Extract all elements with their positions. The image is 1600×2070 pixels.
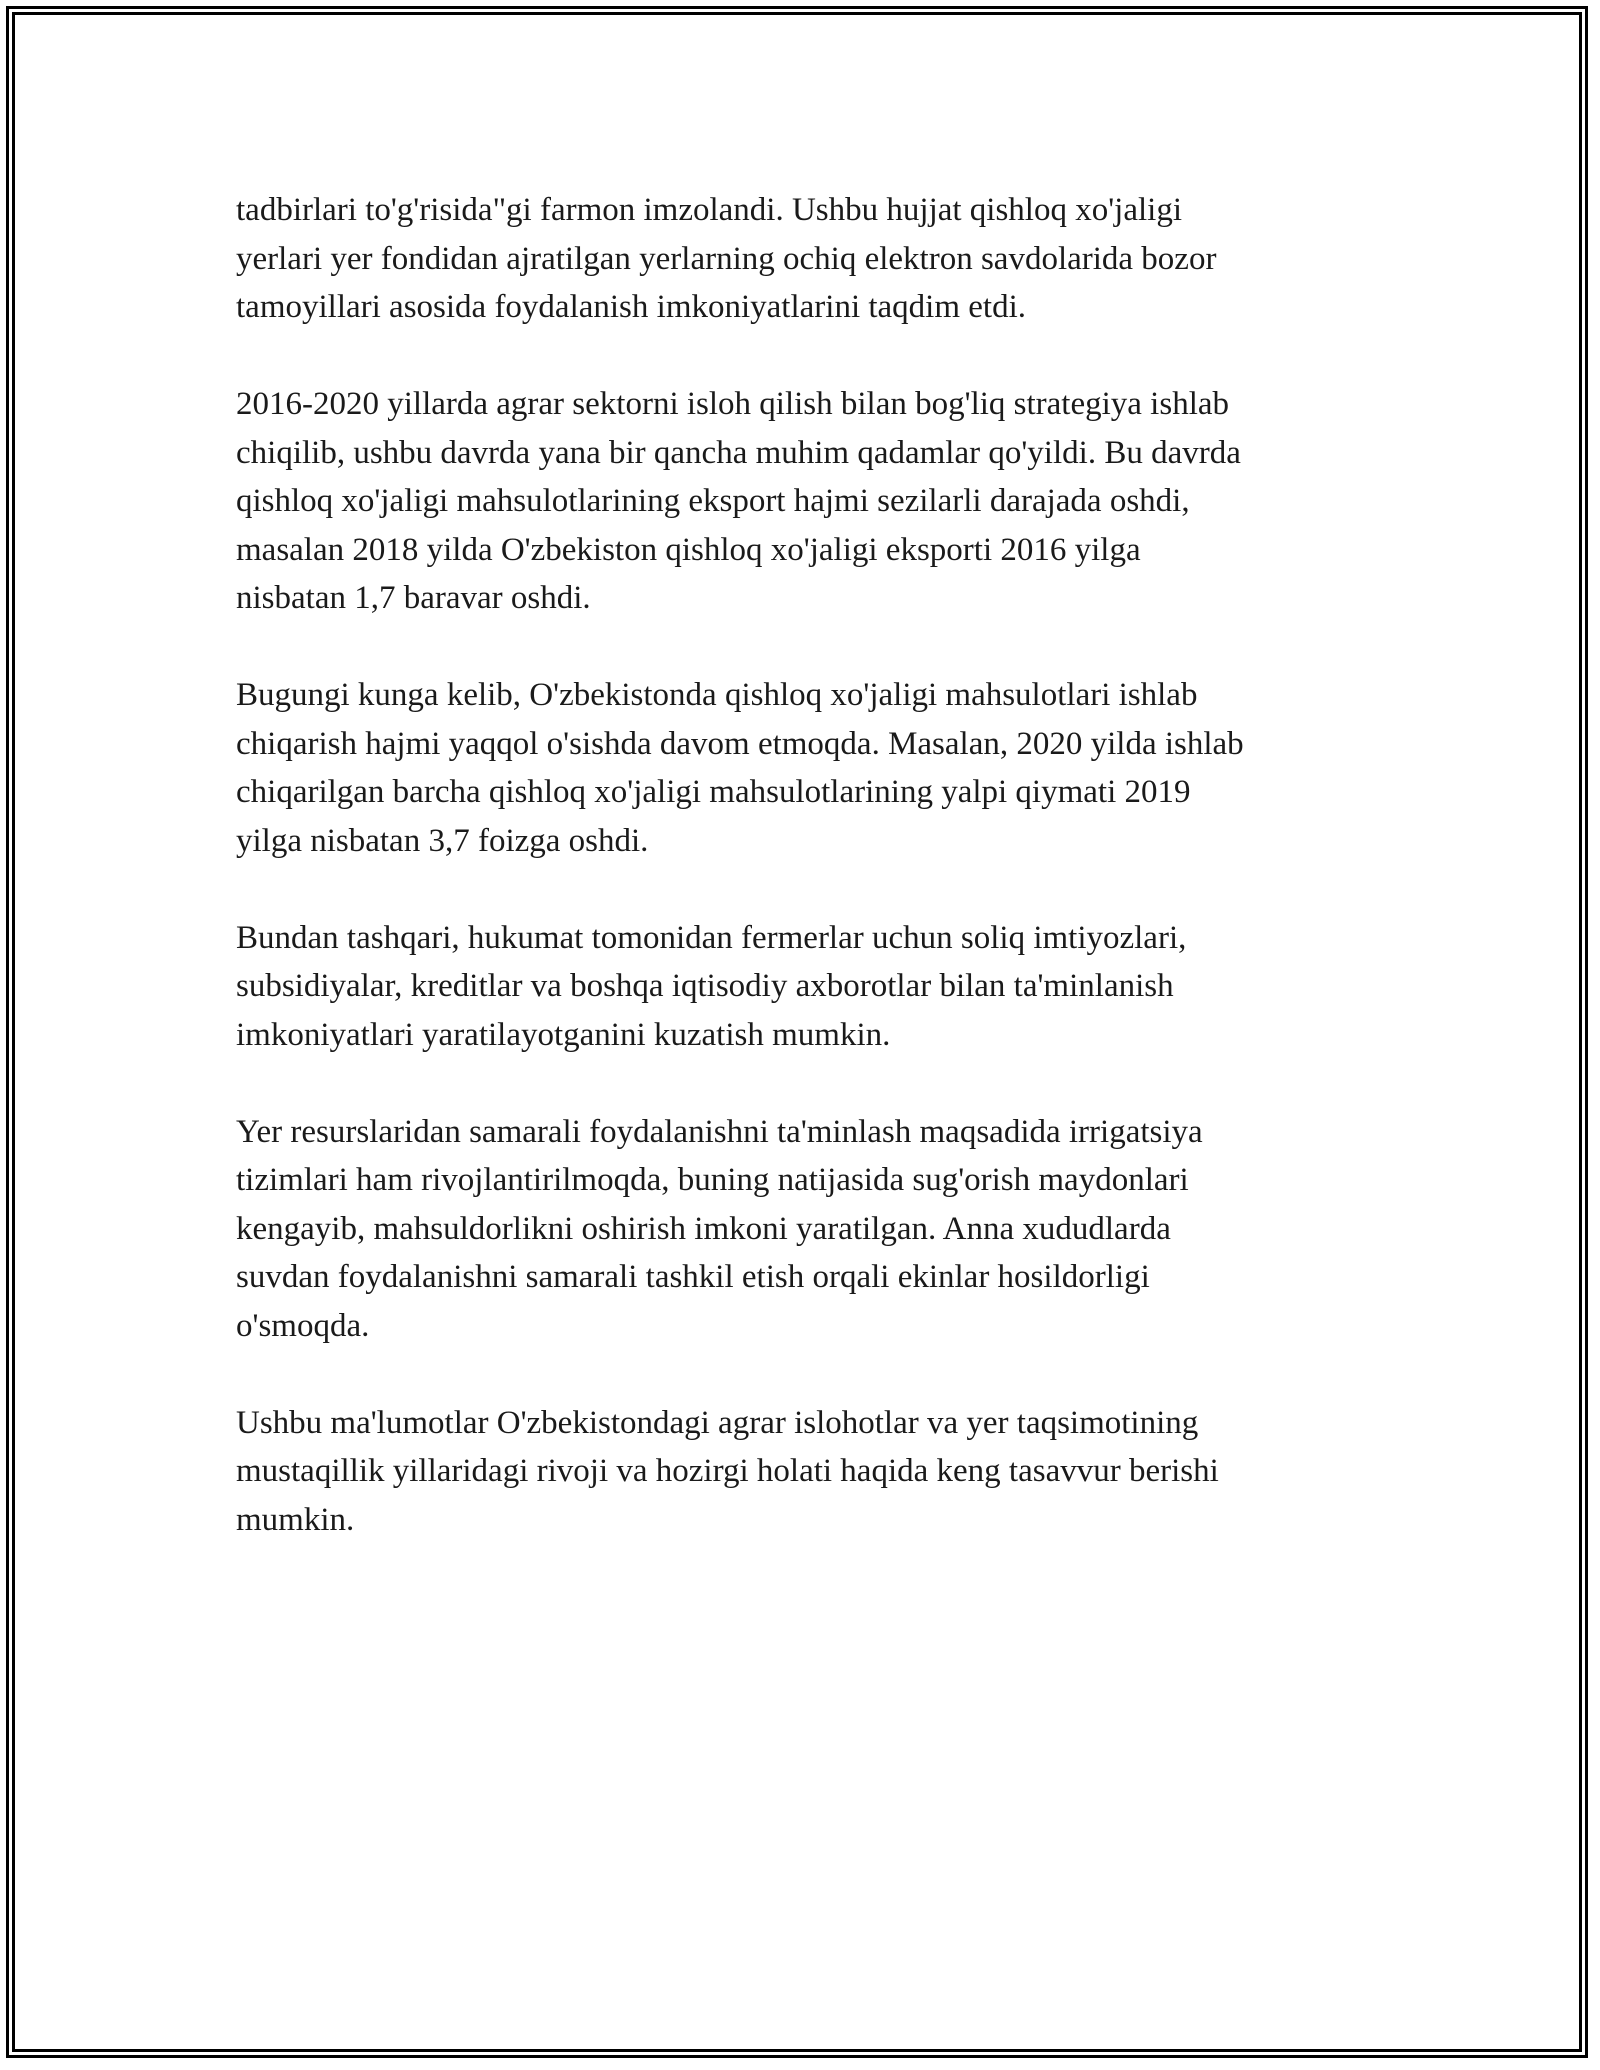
- text-line: Ushbu ma'lumotlar O'zbekistondagi agrar islohotlar va yer taqsimotining: [236, 1404, 1199, 1441]
- paragraph-1: [236, 186, 1376, 332]
- text-line: Bugungi kunga kelib, O'zbekistonda qishloq xo'jaligi mahsulotlari ishlab: [236, 677, 1198, 713]
- text-line: yilga nisbatan 3,7 foizga oshdi.: [236, 822, 649, 859]
- text-line: tizimlari ham rivojlantirilmoqda, buning natijasida sug'orish maydonlari: [236, 1162, 1189, 1198]
- text-line: kengayib, mahsuldorlikni oshirish imkoni yaratilgan. Anna xududlarda: [236, 1210, 1171, 1247]
- text-line: suvdan foydalanishni samarali tashkil etish orqali ekinlar hosildorligi: [236, 1259, 1150, 1295]
- text-line: 2016-2020 yillarda agrar sektorni isloh qilish bilan bog'liq strategiya ishlab: [236, 386, 1230, 422]
- document-body: [236, 186, 1376, 1593]
- text-line: chiqilib, ushbu davrda yana bir qancha muhim qadamlar qo'yildi. Bu davrda: [236, 434, 1241, 471]
- paragraph-4: [236, 914, 1376, 1060]
- text-line: Yer resurslaridan samarali foydalanishni ta'minlash maqsadida irrigatsiya: [236, 1113, 1203, 1150]
- text-line: qishloq xo'jaligi mahsulotlarining eksport hajmi sezilarli darajada oshdi,: [236, 483, 1190, 519]
- paragraph-5: [236, 1108, 1376, 1351]
- text-line: subsidiyalar, kreditlar va boshqa iqtisodiy axborotlar bilan ta'minlanish: [236, 968, 1174, 1004]
- text-line: mustaqillik yillaridagi rivoji va hozirgi holati haqida keng tasavvur berishi: [236, 1453, 1219, 1489]
- text-line: imkoniyatlari yaratilayotganini kuzatish mumkin.: [236, 1016, 891, 1053]
- text-line: Bundan tashqari, hukumat tomonidan fermerlar uchun soliq imtiyozlari,: [236, 919, 1187, 956]
- text-line: tadbirlari to'g'risida"gi farmon imzolandi. Ushbu hujjat qishloq xo'jaligi: [236, 192, 1182, 228]
- text-line: masalan 2018 yilda O'zbekiston qishloq xo'jaligi eksporti 2016 yilga: [236, 531, 1141, 568]
- text-line: yerlari yer fondidan ajratilgan yerlarning ochiq elektron savdolarida bozor: [236, 240, 1217, 277]
- text-line: mumkin.: [236, 1501, 355, 1538]
- paragraph-2: [236, 380, 1376, 623]
- text-line: nisbatan 1,7 baravar oshdi.: [236, 580, 591, 616]
- text-line: o'smoqda.: [236, 1307, 370, 1344]
- text-line: chiqarish hajmi yaqqol o'sishda davom etmoqda. Masalan, 2020 yilda ishlab: [236, 725, 1244, 762]
- paragraph-3: [236, 671, 1376, 865]
- paragraph-6: [236, 1399, 1376, 1545]
- text-line: tamoyillari asosida foydalanish imkoniyatlarini taqdim etdi.: [236, 289, 1027, 325]
- text-line: chiqarilgan barcha qishloq xo'jaligi mahsulotlarining yalpi qiymati 2019: [236, 774, 1191, 810]
